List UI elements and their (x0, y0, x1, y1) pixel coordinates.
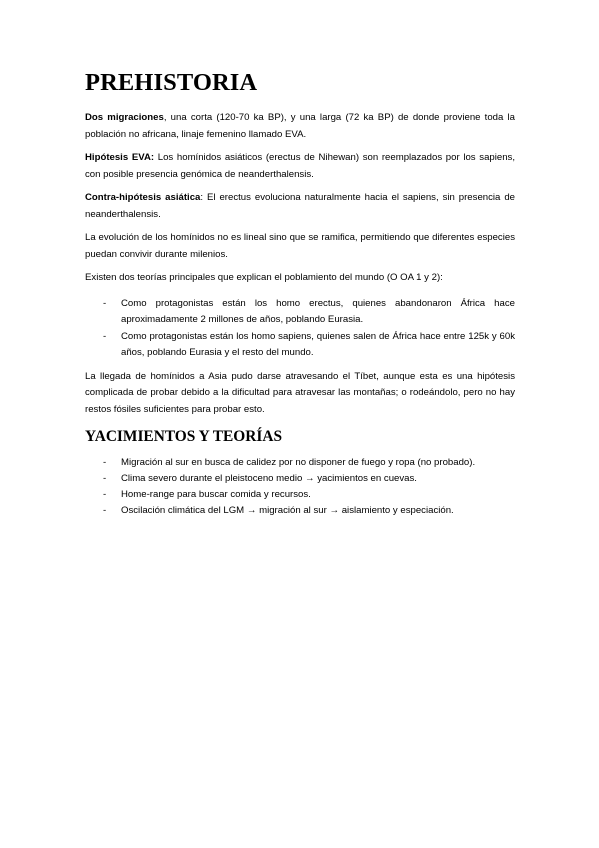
paragraph-teorias-intro: Existen dos teorías principales que explican el poblamiento del mundo (O OA 1 y 2): (85, 272, 443, 283)
paragraph-hipotesis-eva (85, 150, 515, 183)
text-hipotesis-eva: Los homínidos asiáticos (erectus de Nihewan) son reemplazados por los sapiens, con posible presencia genómica de neanderthalensis. (85, 152, 515, 180)
list-item (85, 487, 515, 503)
list-item (85, 471, 515, 487)
list-item-text: Migración al sur en busca de calidez por no disponer de fuego y ropa (no probado). (121, 457, 476, 468)
paragraph-migraciones (85, 110, 515, 143)
theories-list (85, 296, 515, 362)
bullet-dash: - (103, 505, 107, 516)
list-item (85, 296, 515, 329)
term-migraciones: Dos migraciones (85, 112, 164, 123)
page-title: PREHISTORIA (85, 69, 258, 96)
bullet-dash: - (103, 489, 107, 500)
text-contra-hipotesis: : El erectus evoluciona naturalmente hacia el sapiens, sin presencia de neanderthalensis. (85, 192, 515, 220)
text-migraciones: , una corta (120-70 ka BP), y una larga (72 ka BP) de donde proviene toda la población no africana, linaje femenino llamado EVA. (85, 112, 515, 140)
list-item-text: Como protagonistas están los homo erectus, quienes abandonaron África hace aproximadamente 2 millones de años, poblando Eurasia. (121, 297, 515, 325)
section-heading: YACIMIENTOS Y TEORÍAS (85, 428, 283, 445)
list-item (85, 503, 515, 519)
list-item-text: Home-range para buscar comida y recursos. (121, 489, 311, 500)
list-item-text: Oscilación climática del LGM → migración al sur → aislamiento y especiación. (121, 505, 454, 516)
paragraph-contra-hipotesis (85, 190, 515, 223)
list-item (85, 329, 515, 362)
bullet-dash: - (103, 330, 107, 342)
paragraph-asia-tibet: La llegada de homínidos a Asia pudo darse atravesando el Tíbet, aunque esta es una hipótesis complicada de probar debido a la dificultad para atravesar las montañas; o rodeándolo, pero no hay restos fósiles suficientes para probar esto. (85, 370, 515, 415)
list-item-text: Clima severo durante el pleistoceno medio → yacimientos en cuevas. (121, 473, 417, 484)
bullet-dash: - (103, 457, 107, 468)
list-item (85, 455, 515, 471)
bullet-dash: - (103, 473, 107, 484)
document-page (85, 68, 515, 526)
term-contra-hipotesis: Contra-hipótesis asiática (85, 192, 201, 203)
list-item-text: Como protagonistas están los homo sapiens, quienes salen de África hace entre 125k y 60k años, poblando Eurasia y el resto del mundo. (121, 330, 515, 358)
sites-list (85, 455, 515, 519)
bullet-dash: - (103, 297, 107, 309)
paragraph-evolucion: La evolución de los homínidos no es lineal sino que se ramifica, permitiendo que diferentes especies puedan convivir durante milenios. (85, 232, 515, 260)
term-hipotesis-eva: Hipótesis EVA: (85, 152, 155, 163)
